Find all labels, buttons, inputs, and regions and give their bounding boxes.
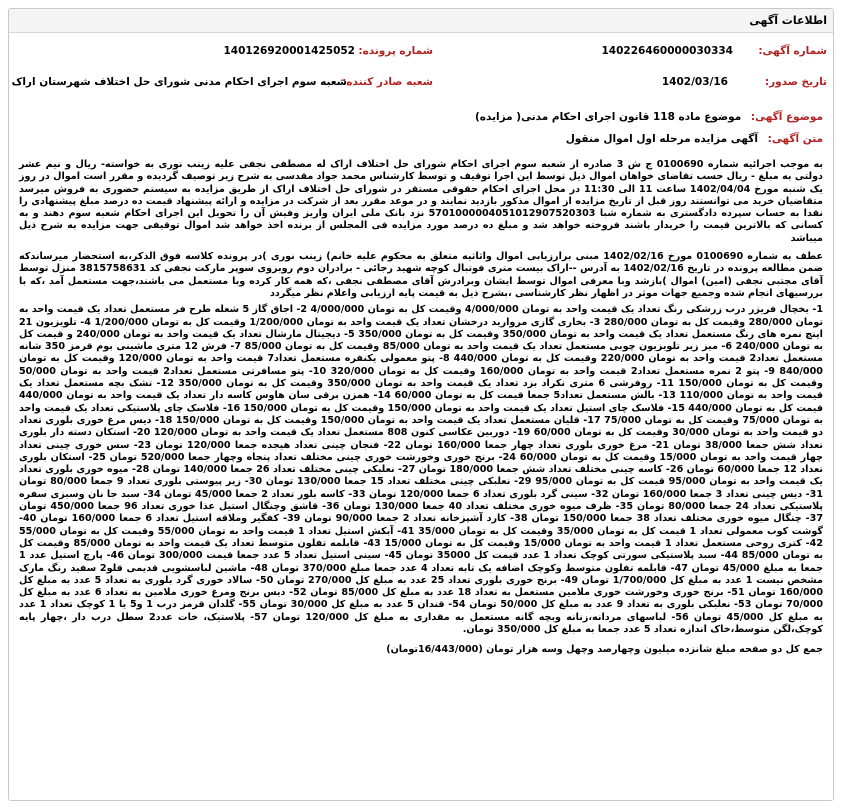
text-row bbox=[9, 133, 833, 145]
issuer-value: شعبه سوم اجرای احکام مدنی شورای حل اختلاف شهرستان اراک bbox=[11, 76, 347, 88]
case-number-label: شماره پرونده: bbox=[358, 45, 433, 57]
subject-row bbox=[9, 111, 833, 123]
paragraph-intro: به موجب اجرائیه شماره 0100690 ج ش 3 صادره از شعبه سوم اجرای احکام شورای حل اختلاف اراک له مصطفی نجفی علیه زینب نوری به خواسته- ریال و نیم عشر دولتی به مبلغ - ریال حسب تقاضای خواهان اموال ذیل توسط این اجرا توقیف و توسط کارشناس محمد جواد مقدسی به شرح زیر توصیف گردیده و مقرر است اموال در روز یک شنبه مورخ 1402/04/04 ساعت 11 الی 11:30 در محل اجرای احکام حقوقی مستقر در شورای حل اختلاف اراک از طریق مزایده به سیستم حضوری به فروش میرسد متقاضیان خرید می توانستند روز قبل از تاریخ مزایده از اموال مذکور بازدید نمایند و در موعد مقرر بعد از شرکت در مزایده و ارائه پیشنهاد قیمت ده درصد مبلغ پیشنهادی را نقدا به حساب سپرده دادگستری به شماره شبا 5701000004051012907520303 نزد بانک ملی ایران واریز وفیش آن را تحویل این اجرای احکام شعبه سوم دهند و به کسانی که بالاترین قیمت را خریدار باشند فروخته خواهد شد و مبلغ ده درصد مورد مزایده فی المجلس از برنده اخذ خواهد شد اموال توقیفی جهت مزایده به شرح ذیل میباشد bbox=[19, 159, 823, 244]
panel-title: اطلاعات آگهی bbox=[749, 14, 827, 27]
ad-info-panel bbox=[8, 8, 834, 801]
ad-number-value: 140226460000030334 bbox=[601, 45, 733, 57]
paragraph-appraisal: عطف به شماره 0100690 مورخ 1402/02/16 مبنی برارزیابی اموال واثاثیه متعلق به محکوم علیه خانم) زینب نوری )در پرونده کلاسه فوق الذکر،به استحضار میرساندکه ضمن مطالعه پرونده در تاریخ 1402/02/16 به آدرس --اراک بیست متری فوتبال کوچه شهید رجائی - برادران دوم روبروی سوپر مارکت نجفی کد 3815758631 منزل توسط آقای مجتبی نجفی (امین) اموال )بازشد وبا معرفی اموال توسط ایشان وبرادرش آقای مصطفی نجفی ،که همه کار کرده وبا مستعمل می باشند،جهت مستعمل آمد ،که با بررسیهای انجام شده وجمیع جهات موثر در اظهار نظر کارشناسی ،بشرح ذیل به قیمت پایه ارزیابی واعلام نظر میگردد bbox=[19, 251, 824, 299]
ad-body bbox=[9, 159, 833, 657]
ad-number-label: شماره آگهی: bbox=[758, 45, 827, 57]
issue-date-label: تاریخ صدور: bbox=[764, 76, 827, 88]
issuer-label: شعبه صادر کننده: bbox=[342, 76, 433, 88]
case-number-value: 140126920001425052 bbox=[223, 45, 355, 57]
paragraph-total: جمع کل دو صفحه مبلغ شانزده میلیون وچهارصد وچهل وسه هزار تومان (16/443/000تومان) bbox=[386, 644, 823, 656]
panel-header bbox=[9, 9, 833, 33]
subject-value: موضوع ماده 118 قانون اجرای احکام مدنی( مزایده) bbox=[475, 111, 742, 123]
paragraph-items: 1- یخچال فریزر درب زرشکی رنگ تعداد یک قیمت واحد به تومان 4/000/000 وقیمت کل به تومان 4/000/000 2- اجاق گاز 5 شعله طرح فر مستعمل تعداد یک قیمت واحد به تومان 280/000 وقیمت کل به تومان 280/000 3- بخاری گازی مروارید درخشان تعداد یک قیمت واحد به تومان 1/200/000 وقیمت کل به تومان 1/200/000 4- تلویزیون 21 اینچ نمره های رنگ مستعمل تعداد یک قیمت واحد به تومان 350/000 وقیمت کل به تومان 350/000 5- دیجیتال مارشال تعداد یک قیمت واحد به تومان 240/000 و قیمت کل به تومان 240/000 6- میز زیر تلویزیون چوبی مستعمل تعداد یک قیمت واحد به تومان 85/000 وقیمت کل به تومان 85/000 7- فرش 12 متری ماشینی بوم قرمز 350 شانه مستعمل تعداد2 قیمت واحد به تومان 220/000 وقیمت کل به تومان 440/000 8- پتو معمولی یکنفره مستعمل تعداد7 قیمت واحد به تومان 120/000 وقیمت کل به تومان 840/000 9- پتو 2 نمره مستعمل تعداد2 قیمت واحد به تومان 160/000 وقیمت کل به تومان 320/000 10- پتو مسافرتی مستعمل تعداد2 قیمت واحد به تومان 50/000 وقیمت کل به تومان 150/000 11- روفرشی 6 متری نکراد بزد تعداد یک قیمت واحد به تومان 350/000 وقیمت کل به تومان 350/000 12- تشک بچه مستعمل تعداد یک قیمت واحد به تومان 110/000 13- بالش مستعمل تعداد5 جمعا قیمت کل به تومان 60/000 14- همزن برقی سان هاوس کاسه دار تعداد یک قیمت واحد به تومان 440/000 قیمت کل به تومان 440/000 15- فلاسک چای استیل تعداد یک قیمت واحد به تومان 150/000 وقیمت کل به تومان 150/000 16- فلاسک چای پلاستیکی تعداد یک قیمت واحد به تومان 75/000 وقیمت کل به تومان 75/000 17- قلیان مستعمل تعداد یک قیمت واحد به تومان 150/000 وقیمت کل به تومان 150/000 18- دیس مرغ خوری بلوری تعداد دو قیمت واحد به تومان 30/000 وقیمت کل به تومان 60/000 19- دوربین عکاسی کنون 808 مستعمل تعداد یک قیمت واحد به تومان 120/000 20- استکان دسته دار بلوری تعداد شش جمعا 38/000 تومان 21- مرغ خوری بلوری تعداد چهار جمعا 160/000 تومان 22- فنجان چینی تعداد هیجده جمعا 120/000 تومان 23- سس خوری چینی تعداد چهار قیمت واحد به تومان 15/000 وقیمت کل به تومان 60/000 24- برنج خوری وخورشت خوری چینی مختلف تعداد پنجاه وچهار جمعا 520/000 تومان 25- استکان بلوری تعداد 12 جمعا 60/000 تومان 26- کاسه چینی مختلف تعداد شش جمعا 180/000 تومان 27- نعلبکی چینی مختلف تعداد 26 جمعا 140/000 تومان 28- میوه خوری بلوری تعداد یک قیمت واحد به تومان 95/000 قیمت کل به تومان 95/000 29- نعلبکی چینی مختلف تعداد 15 جمعا 130/000 تومان 30- زیر پیوستی بلوری تعداد 9 جمعا 80/000 تومان 31- دیس چینی تعداد 3 جمعا 160/000 تومان 32- سینی گرد بلوری تعداد 6 جمعا 120/000 تومان 33- کاسه بلور تعداد 2 جمعا 45/000 تومان 34- سبد جا نان وسبزی سفره پلاستیکی تعداد 24 جمعا 80/000 تومان 35- ظرف میوه خوری مختلف تعداد 40 جمعا 130/000 تومان 36- قاشق وچنگال استیل عذا خوری تعداد 96 جمعا 450/000 تومان 37- چنگال میوه خوری مختلف تعداد 38 جمعا 150/000 تومان 38- کارد آشپزخانه تعداد 2 جمعا 90/000 تومان 39- کفگیر وملاقه استیل تعداد 6 جمعا 160/000 تومان 40- گوشت کوب معمولی تعداد 1 قیمت کل به تومان 35/000 وقیمت کل به تومان 35/000 41- آبکش استیل تعداد 1 قیمت واحد به تومان 55/000 وقیمت کل به تومان 55/000 42- کتری روحی مستعمل تعداد 1 قیمت واحد به تومان 15/000 وقیمت کل به تومان 15/000 43- قابلمه تفلون متوسط تعداد یک قیمت واحد به تومان 85/000 وقیمت کل به تومان 85/000 44- سبد پلاستیکی سورتی کوچک تعداد 1 عدد قیمت کل 35000 تومان 45- سینی استیل تعداد 5 عدد جمعا قیمت 300/000 تومان 46- پارچ استیل عدد 1 جمعا به مبلغ 45/000 تومان 47- قابلمه تفلون متوسط وکوچک اضافه یک تابه تعداد 4 عدد جمعا مبلغ 370/000 تومان 48- ماشین لباسشویی قدیمی قلو2 سفید رنگ مارک مشخص نیست 1 عدد به مبلغ کل 1/700/000 تومان 49- برنج خوری بلوری تعداد 25 عدد به مبلغ کل 270/000 تومان 50- سالاد خوری گرد بلوری به تعداد 5 عدد به مبلغ کل 160/000 تومان 51- برنج خوری وخورشت خوری ملامین مستعمل به تعداد 18 عدد به مبلغ کل 85/000 تومان 52- دیس برنج ومرغ خوری ملامین به تعداد 6 عدد به مبلغ کل 70/000 تومان 53- نعلبکی بلوری به تعداد 9 عدد به مبلغ کل 50/000 تومان 54- قندان 5 عدد به مبلغ کل 30/000 تومان 55- گلدان قرمز درب 1 و5 یا 1 کوچک تعداد 1 عدد به مبلغ کل 45/000 تومان 56- لباسهای مردانه،زنانه وبچه گانه مستعمل به مقداری به مبلغ کل 120/000 تومان 57- پلاستیک، خات عدد2 سطل درب دار ،چهار پایه کوچک،لگن متوسط،خاک اندازه تعداد 5 عدد جمعا به مبلغ کل 350/000 تومان. bbox=[19, 304, 824, 635]
ad-meta bbox=[9, 33, 833, 105]
text-heading: آگهی مزایده مرحله اول اموال منقول bbox=[565, 133, 758, 145]
text-label: متن آگهی: bbox=[767, 133, 823, 145]
issue-date-value: 1402/03/16 bbox=[661, 76, 728, 88]
subject-label: موضوع آگهی: bbox=[750, 111, 823, 123]
